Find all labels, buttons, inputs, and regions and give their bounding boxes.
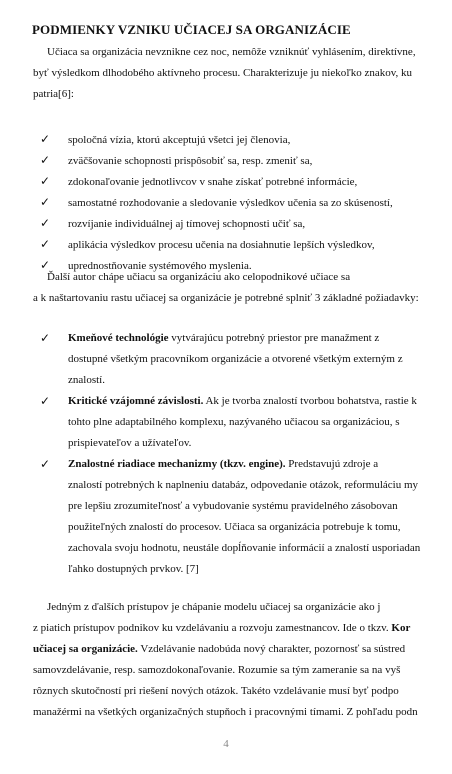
third-paragraph [33,597,452,723]
requirements-list [40,328,452,580]
bold-term: Kor [391,622,411,634]
text-line: a k naštartovaniu rastu učiacej sa organizácie je potrebné splniť 3 základné požiadavky: [33,292,419,304]
text-line: dostupné všetkým pracovníkom organizácie a otvorené všetkým externým z [68,353,403,365]
list-item [40,192,452,213]
text-line: Vzdelávanie nadobúda nový charakter, pozornosť sa sústred [137,643,406,655]
text-line: Jedným z ďalších prístupov je chápanie modelu učiacej sa organizácie ako j [47,601,381,613]
intro-paragraph [33,42,452,105]
checkmark-icon: ✓ [40,394,51,408]
list-item-text: zväčšovanie schopnosti prispôsobiť sa, resp. zmeniť sa, [68,154,313,167]
traits-list [40,129,452,276]
checkmark-icon: ✓ [40,457,51,471]
bold-term: učiacej sa organizácie. [33,643,138,655]
checkmark-icon: ✓ [40,132,51,146]
text-line: zachovala svoju hodnotu, neustále dopĺňovanie informácií a znalostí usporiadan [68,542,421,554]
checkmark-icon: ✓ [40,153,51,167]
page-number: 4 [223,738,229,750]
list-item [40,328,452,391]
list-item [40,171,452,192]
checkmark-icon: ✓ [40,237,51,251]
text-line: Predstavujú zdroje a [285,458,379,470]
text-line: rôznych skutočností pri riešení nových otázok. Takéto vzdelávanie musí byť podpo [33,685,399,697]
second-paragraph [33,267,452,309]
text-line: pre lepšiu zrozumiteľnosť a vybudovanie systému pravidelného zásobovan [68,500,398,512]
list-item-text: uprednostňovanie systémového myslenia. [68,259,252,272]
list-item-text: zdokonaľovanie jednotlivcov v snahe získať potrebné informácie, [68,175,358,188]
text-line: patria[6]: [33,88,74,100]
text-line: Ďalší autor chápe učiacu sa organizáciu ako celopodnikové učiace sa [47,271,351,283]
text-line: použiteľných znalostí do procesov. Učiaca sa organizácia potrebuje k tomu, [68,521,401,533]
list-item [40,213,452,234]
list-item [40,129,452,150]
list-item [40,454,452,580]
text-line: z piatich prístupov podnikov ku vzdelávaniu a rozvoju zamestnancov. Ide o tkzv. [33,622,392,634]
text-line: vytvárajúcu potrebný priestor pre manažment z [168,332,380,344]
list-item-text: rozvíjanie individuálnej aj tímovej schopnosti učiť sa, [68,217,306,230]
section-heading: PODMIENKY VZNIKU UČIACEJ SA ORGANIZÁCIE [32,22,351,37]
term-label: Znalostné riadiace mechanizmy (tkzv. engine). [68,458,286,470]
text-line: samovzdelávanie, resp. samozdokonaľovanie. Rozumie sa tým zameranie sa na vyš [33,664,401,676]
checkmark-icon: ✓ [40,195,51,209]
text-line: znalostí. [68,374,105,386]
list-item-text: samostatné rozhodovanie a sledovanie výsledkov učenia sa zo skúseností, [68,196,393,209]
list-item [40,234,452,255]
text-line: ľahko dostupných prvkov. [7] [68,563,199,575]
text-line: Ak je tvorba znalostí tvorbou bohatstva, rastie k [203,395,417,407]
checkmark-icon: ✓ [40,258,51,272]
text-line: manažérmi na všetkých organizačných stupňoch i pracovnými tímami. Z pohľadu podn [33,706,418,718]
list-item [40,391,452,454]
text-line: byť výsledkom dlhodobého aktívneho procesu. Charakterizuje ju niekoľko znakov, ku [33,67,413,79]
text-line: znalostí potrebných k naplneniu databáz, odpovedanie otázok, reformuláciu my [68,479,419,491]
text-line: prispievateľov a užívateľov. [68,437,192,449]
checkmark-icon: ✓ [40,174,51,188]
term-label: Kmeňové technológie [68,332,169,344]
term-label: Kritické vzájomné závislosti. [68,395,204,407]
list-item-text: aplikácia výsledkov procesu učenia na dosiahnutie lepších výsledkov, [68,238,375,251]
checkmark-icon: ✓ [40,216,51,230]
text-line: tohto plne adaptabilného komplexu, nazývaného učiacou sa organizáciou, s [68,416,400,428]
list-item-text: spoločná vízia, ktorú akceptujú všetci jej členovia, [68,133,291,146]
checkmark-icon: ✓ [40,331,51,345]
text-line: Učiaca sa organizácia nevznikne cez noc, nemôže vzniknúť vyhlásením, direktívne, [47,46,416,58]
list-item [40,150,452,171]
